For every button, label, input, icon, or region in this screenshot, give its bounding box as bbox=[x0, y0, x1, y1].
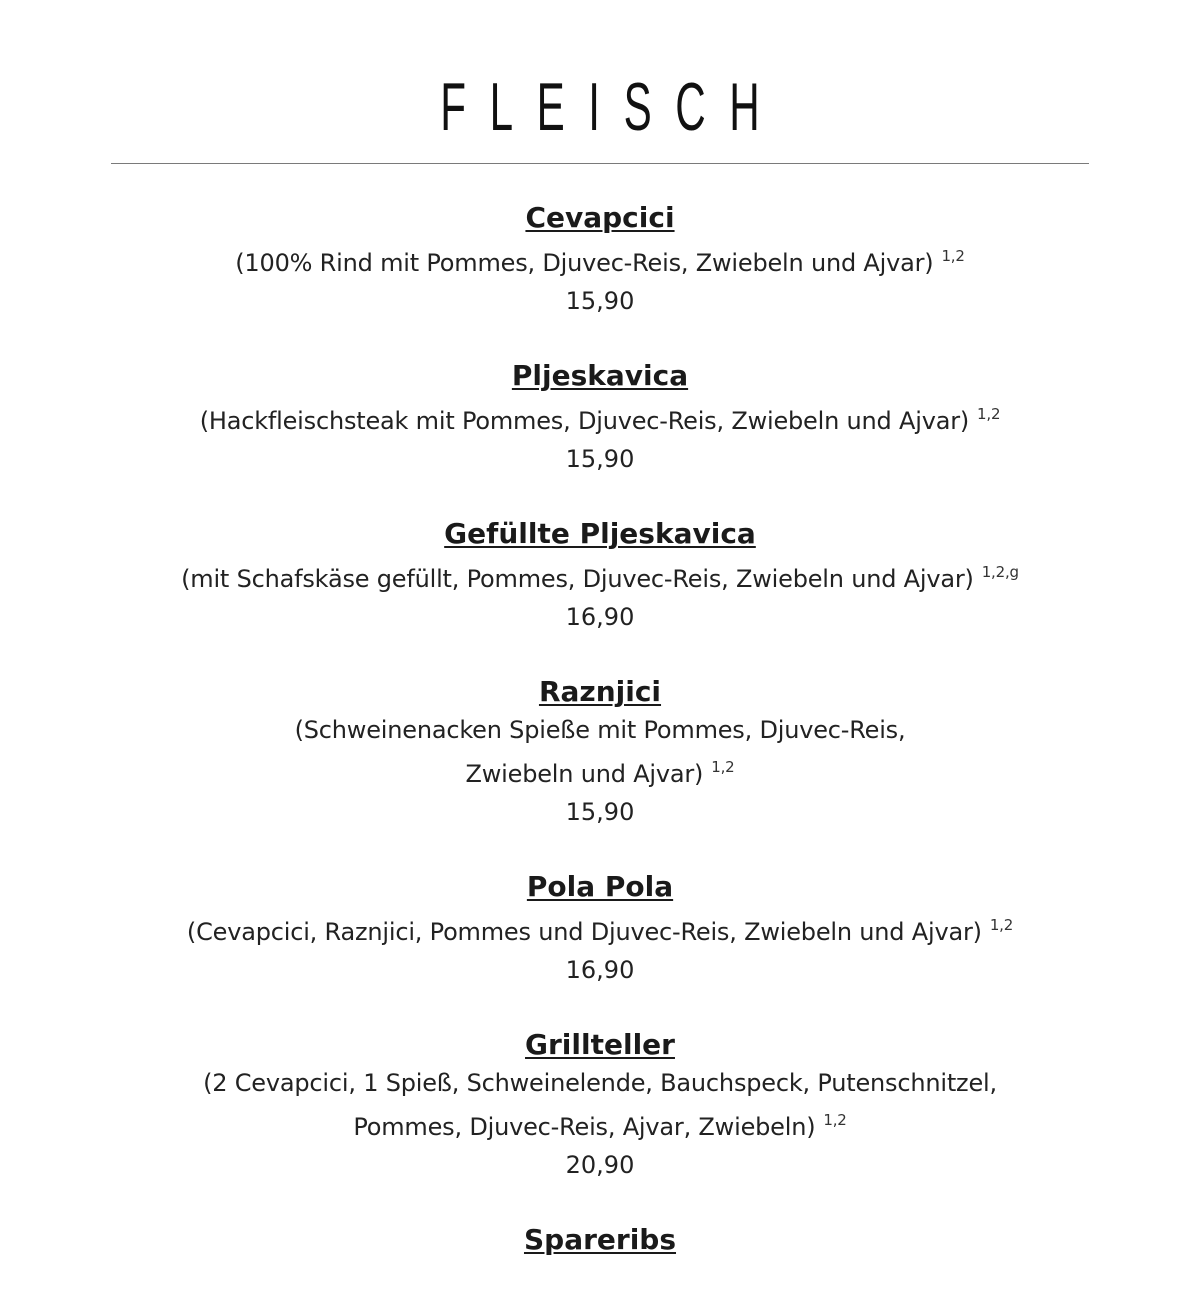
item-description bbox=[0, 907, 1200, 951]
item-name: Raznjici bbox=[538, 675, 662, 708]
item-description-line: (Schweinenacken Spieße mit Pommes, Djuvec-Reis, bbox=[294, 716, 906, 744]
item-allergens: 1,2 bbox=[941, 247, 965, 265]
item-description-line: (2 Cevapcici, 1 Spieß, Schweinelende, Bauchspeck, Putenschnitzel, bbox=[203, 1069, 997, 1097]
menu-item-pola-pola bbox=[0, 867, 1200, 989]
item-description bbox=[0, 1065, 1200, 1146]
menu-item-raznjici bbox=[0, 672, 1200, 831]
item-description-line: (Hackfleischsteak mit Pommes, Djuvec-Reis, Zwiebeln und Ajvar) bbox=[199, 407, 970, 435]
title-divider bbox=[111, 163, 1089, 164]
menu-item-grillteller bbox=[0, 1025, 1200, 1184]
item-allergens: 1,2,g bbox=[981, 563, 1019, 581]
item-description-line: Zwiebeln und Ajvar) bbox=[465, 760, 704, 788]
item-name: Spareribs bbox=[523, 1223, 677, 1256]
menu-item-spareribs bbox=[0, 1220, 1200, 1260]
item-price: 15,90 bbox=[565, 798, 635, 826]
item-name: Pola Pola bbox=[526, 870, 674, 903]
item-allergens: 1,2 bbox=[989, 916, 1014, 934]
item-name: Grillteller bbox=[525, 1028, 675, 1061]
item-description bbox=[0, 712, 1200, 793]
page-title: FLEISCH bbox=[440, 69, 784, 145]
item-price: 15,90 bbox=[565, 445, 635, 473]
item-description bbox=[0, 396, 1200, 440]
item-description-line: (Cevapcici, Raznjici, Pommes und Djuvec-Reis, Zwiebeln und Ajvar) bbox=[186, 918, 982, 946]
menu-item-cevapcici bbox=[0, 198, 1200, 320]
menu-list bbox=[0, 198, 1200, 1296]
item-description-line: (mit Schafskäse gefüllt, Pommes, Djuvec-Reis, Zwiebeln und Ajvar) bbox=[181, 565, 974, 593]
item-name: Pljeskavica bbox=[511, 359, 689, 392]
item-allergens: 1,2 bbox=[977, 405, 1001, 423]
item-description-line: Pommes, Djuvec-Reis, Ajvar, Zwiebeln) bbox=[353, 1113, 816, 1141]
item-allergens: 1,2 bbox=[711, 758, 735, 776]
item-price: 16,90 bbox=[565, 956, 635, 984]
item-description bbox=[0, 238, 1200, 282]
menu-item-pljeskavica bbox=[0, 356, 1200, 478]
item-allergens: 1,2 bbox=[823, 1111, 847, 1129]
item-price: 20,90 bbox=[565, 1151, 635, 1179]
item-price: 16,90 bbox=[565, 603, 635, 631]
item-description bbox=[0, 554, 1200, 598]
menu-item-gefuellte-pljeskavica bbox=[0, 514, 1200, 636]
item-description-line: (100% Rind mit Pommes, Djuvec-Reis, Zwiebeln und Ajvar) bbox=[235, 249, 934, 277]
item-name: Gefüllte Pljeskavica bbox=[444, 517, 756, 550]
item-price: 15,90 bbox=[565, 287, 635, 315]
item-name: Cevapcici bbox=[525, 201, 675, 234]
